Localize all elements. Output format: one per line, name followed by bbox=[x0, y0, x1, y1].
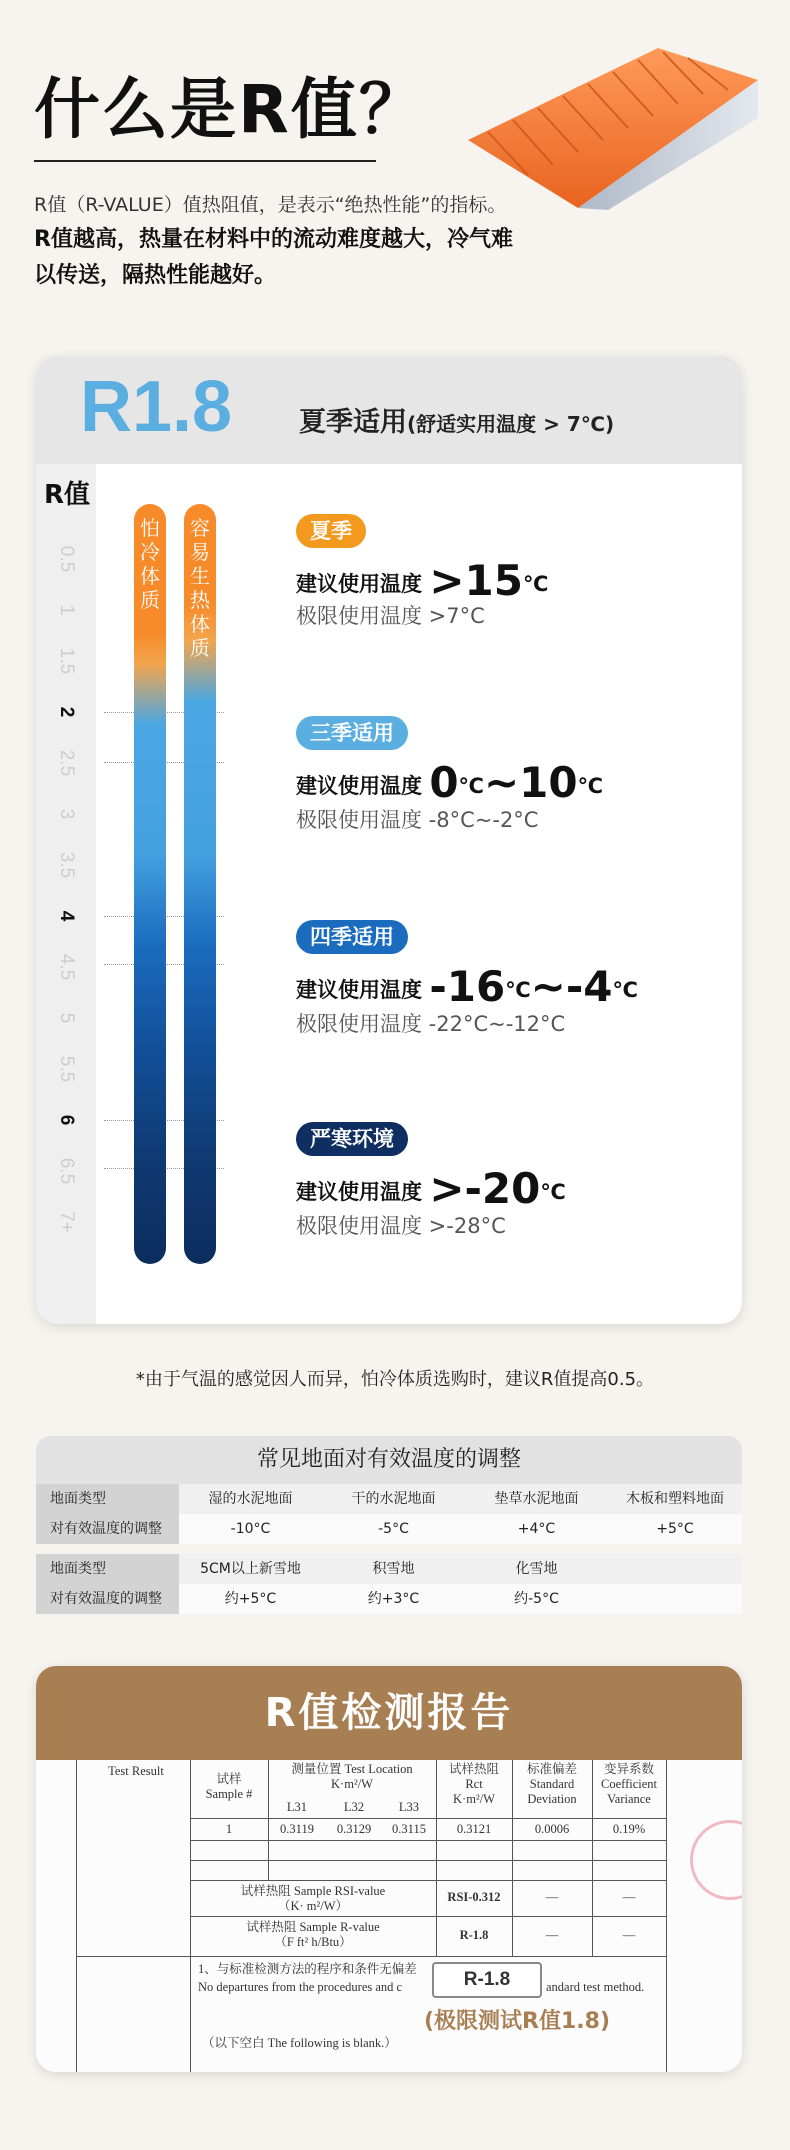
r-tick: 2 bbox=[56, 706, 77, 718]
suggested-temp bbox=[296, 556, 548, 605]
table-cell: 约+5°C bbox=[224, 1591, 277, 1607]
limit-temp: 极限使用温度 -8°C~-2°C bbox=[296, 808, 539, 832]
dash: — bbox=[545, 1928, 559, 1942]
row-label: 地面类型 bbox=[36, 1484, 179, 1514]
r-tick: 7+ bbox=[56, 1211, 77, 1233]
table-cell: 0.3115 bbox=[392, 1822, 426, 1836]
loc-col: L32 bbox=[343, 1800, 365, 1814]
table-cell: 0.3129 bbox=[336, 1822, 372, 1836]
r-tick: 4.5 bbox=[56, 953, 77, 981]
grid-line bbox=[190, 1916, 666, 1917]
season-badge-four-season: 四季适用 bbox=[296, 920, 408, 954]
location-header: 测量位置 Test Location K·m²/W bbox=[291, 1762, 413, 1791]
suggest-unit: ℃ bbox=[505, 978, 531, 1002]
season-subtext: (舒适实用温度 > 7℃) bbox=[407, 412, 615, 436]
table-cell bbox=[608, 1584, 742, 1614]
suggest-unit: ℃ bbox=[522, 572, 549, 596]
grid-line bbox=[190, 1818, 666, 1819]
rvalue-label: 试样热阻 Sample R-value （F ft² h/Btu） bbox=[246, 1920, 380, 1949]
grid-line bbox=[190, 1860, 666, 1861]
table-cell: 约+3°C bbox=[367, 1591, 420, 1607]
intro-strong-line-1: R值越高，热量在材料中的流动难度越大，冷气难 bbox=[34, 227, 513, 252]
table-cell: 1 bbox=[225, 1822, 233, 1836]
season-label bbox=[299, 400, 614, 439]
season-badge-severe-cold: 严寒环境 bbox=[296, 1122, 408, 1156]
report-note-2: No departures from the procedures and c bbox=[198, 1980, 403, 1994]
grid-line bbox=[76, 1760, 77, 2072]
r-card-header bbox=[36, 356, 742, 464]
ground-table-title: 常见地面对有效温度的调整 bbox=[36, 1436, 742, 1484]
dash: — bbox=[622, 1928, 636, 1942]
test-result-label: Test Result bbox=[108, 1764, 164, 1778]
table-cell: 0.3121 bbox=[456, 1822, 492, 1836]
table-cell: 化雪地 bbox=[515, 1561, 558, 1577]
r-tick: 3 bbox=[56, 808, 77, 820]
table-cell: 垫草水泥地面 bbox=[494, 1491, 579, 1507]
report-note-1: 1、与标准检测方法的程序和条件无偏差 bbox=[198, 1962, 417, 1976]
table-cell: 0.19% bbox=[612, 1822, 646, 1836]
rvalue-value: R-1.8 bbox=[459, 1928, 489, 1942]
table-cell: 湿的水泥地面 bbox=[208, 1491, 293, 1507]
table-cell: -10°C bbox=[230, 1521, 271, 1537]
r-value: R1.8 bbox=[80, 367, 233, 447]
suggested-temp bbox=[296, 962, 638, 1011]
grid-line bbox=[512, 1760, 513, 1956]
table-cell: 干的水泥地面 bbox=[351, 1491, 436, 1507]
suggest-label: 建议使用温度 bbox=[296, 1180, 422, 1204]
row-label: 对有效温度的调整 bbox=[36, 1584, 179, 1614]
r-value-card bbox=[36, 356, 742, 1324]
suggested-temp bbox=[296, 758, 603, 807]
title-underline bbox=[34, 160, 376, 162]
red-stamp bbox=[690, 1820, 742, 1900]
suggest-unit: ℃ bbox=[540, 1180, 566, 1204]
r-value-caption: (极限测试R值1.8) bbox=[424, 2009, 611, 2034]
intro-strong-line-2: 以传送，隔热性能越好。 bbox=[34, 263, 277, 288]
cv-header: 变异系数 Coefficient Variance bbox=[601, 1762, 657, 1806]
limit-temp: 极限使用温度 >-28°C bbox=[296, 1214, 506, 1238]
r-tick: 1 bbox=[56, 604, 77, 616]
grid-line bbox=[592, 1760, 593, 1956]
cold-body-bar bbox=[134, 504, 166, 1264]
limit-temp: 极限使用温度 -22°C~-12°C bbox=[296, 1012, 566, 1036]
r-tick: 1.5 bbox=[56, 647, 77, 675]
sleeping-pad-illustration bbox=[468, 40, 758, 210]
bar-label-cold: 怕冷体质 bbox=[140, 516, 160, 612]
suggest-value-2: ~10 bbox=[483, 758, 578, 807]
r-tick: 6 bbox=[56, 1114, 77, 1126]
r-tick: 4 bbox=[56, 910, 77, 922]
table-cell: 约-5°C bbox=[514, 1591, 559, 1607]
suggest-label: 建议使用温度 bbox=[296, 774, 422, 798]
table-row bbox=[36, 1514, 742, 1544]
suggest-value: 0 bbox=[429, 758, 459, 807]
loc-col: L31 bbox=[286, 1800, 308, 1814]
page-title: 什么是R值？ bbox=[34, 71, 427, 148]
row-label: 对有效温度的调整 bbox=[36, 1514, 179, 1544]
table-cell: 0.3119 bbox=[280, 1822, 314, 1836]
row-label: 地面类型 bbox=[36, 1554, 179, 1584]
report-document bbox=[36, 1760, 742, 2072]
table-cell: -5°C bbox=[378, 1521, 409, 1537]
report-title: R值检测报告 bbox=[36, 1666, 742, 1760]
suggest-value-2: ~-4 bbox=[530, 962, 613, 1011]
table-cell bbox=[608, 1554, 742, 1584]
test-report-card bbox=[36, 1666, 742, 2072]
grid-line bbox=[190, 1880, 666, 1881]
footnote: *由于气温的感觉因人而异，怕冷体质选购时，建议R值提高0.5。 bbox=[135, 1369, 655, 1390]
report-note-2b: andard test method. bbox=[546, 1980, 645, 1994]
r-axis-title: R值 bbox=[44, 480, 91, 510]
r-tick: 2.5 bbox=[56, 749, 77, 777]
table-row bbox=[36, 1484, 742, 1514]
table-cell: 5CM以上新雪地 bbox=[200, 1561, 301, 1577]
bar-label-hot: 容易生热体质 bbox=[190, 516, 210, 660]
loc-col: L33 bbox=[398, 1800, 420, 1814]
hot-body-bar bbox=[184, 504, 216, 1264]
table-cell: 木板和塑料地面 bbox=[626, 1491, 724, 1507]
rsi-value: RSI-0.312 bbox=[447, 1890, 501, 1904]
grid-line bbox=[666, 1760, 667, 2072]
limit-temp: 极限使用温度 >7°C bbox=[296, 604, 485, 628]
suggest-unit-2: ℃ bbox=[577, 774, 604, 798]
r-tick: 5 bbox=[56, 1012, 77, 1024]
table-cell: 0.0006 bbox=[534, 1822, 570, 1836]
report-blank-note: （以下空白 The following is blank.） bbox=[202, 2036, 397, 2050]
suggest-unit-2: ℃ bbox=[612, 978, 638, 1002]
table-row bbox=[36, 1554, 742, 1584]
suggest-unit: ℃ bbox=[458, 774, 484, 798]
intro-text: R值（R-VALUE）值热阻值，是表示“绝热性能”的指标。 bbox=[34, 194, 507, 216]
suggested-temp bbox=[296, 1164, 566, 1213]
grid-line bbox=[436, 1760, 437, 1956]
season-badge-three-season: 三季适用 bbox=[296, 716, 408, 750]
grid-line bbox=[76, 1956, 666, 1957]
suggest-value: >-20 bbox=[429, 1164, 541, 1213]
table-cell: 积雪地 bbox=[372, 1561, 415, 1577]
rsi-label: 试样热阻 Sample RSI-value （K· m²/W） bbox=[240, 1884, 386, 1913]
r-tick: 3.5 bbox=[56, 851, 77, 879]
grid-line bbox=[268, 1760, 269, 1880]
rct-header: 试样热阻 Rct K·m²/W bbox=[448, 1762, 499, 1806]
dash: — bbox=[545, 1890, 559, 1904]
table-row bbox=[36, 1584, 742, 1614]
sd-header: 标准偏差 Standard Deviation bbox=[526, 1762, 577, 1806]
table-cell: +5°C bbox=[656, 1521, 694, 1537]
season-badge-summer: 夏季 bbox=[296, 514, 366, 548]
sample-header: 试样 Sample # bbox=[205, 1772, 253, 1801]
suggest-value: -16 bbox=[429, 962, 506, 1011]
table-cell: +4°C bbox=[517, 1521, 556, 1537]
dash: — bbox=[622, 1890, 636, 1904]
r-tick: 5.5 bbox=[56, 1055, 77, 1083]
suggest-label: 建议使用温度 bbox=[296, 978, 422, 1002]
r-tick: 6.5 bbox=[56, 1157, 77, 1185]
suggest-label: 建议使用温度 bbox=[296, 572, 422, 596]
suggest-value: >15 bbox=[429, 556, 523, 605]
grid-line bbox=[190, 1840, 666, 1841]
season-text: 夏季适用 bbox=[299, 407, 407, 438]
r-value-highlight-box: R-1.8 bbox=[432, 1962, 542, 1998]
r-tick: 0.5 bbox=[56, 545, 77, 573]
